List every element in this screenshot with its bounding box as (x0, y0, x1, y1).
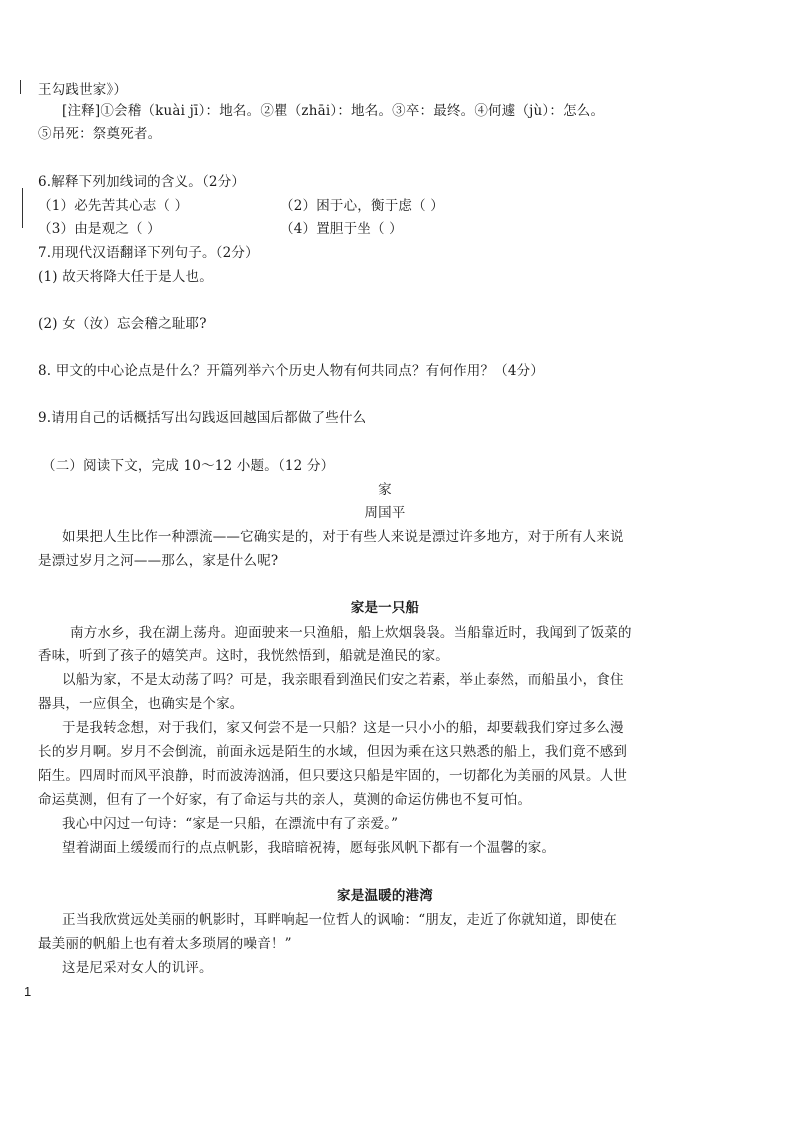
paragraph-line: 正当我欣赏远处美丽的帆影时，耳畔响起一位哲人的讽喻：“朋友，走近了你就知道，即使在 (62, 912, 618, 928)
question-7-stem: 7.用现代汉语翻译下列句子。（2分） (38, 245, 259, 261)
paragraph-line: 如果把人生比作一种漂流——它确实是的，对于有些人来说是漂过许多地方，对于所有人来说 (62, 529, 624, 545)
question-6-item: （2）困于心，衡于虑（ ） (280, 198, 444, 214)
paragraph-line: 长的岁月啊。岁月不会倒流，前面永远是陌生的水域，但因为乘在这只熟悉的船上，我们竟不感到 (38, 744, 628, 760)
paragraph-line: 最美丽的帆船上也有着太多琐屑的噪音！” (38, 936, 292, 952)
paragraph-line: 陌生。四周时而风平浪静，时而波涛汹涌，但只要这只船是牢固的，一切都化为美丽的风景。人世 (38, 768, 628, 784)
paragraph-line: 于是我转念想，对于我们，家又何尝不是一只船？这是一只小小的船，却要载我们穿过多么漫 (62, 720, 624, 736)
paragraph-line: 是漂过岁月之河——那么，家是什么呢? (38, 553, 279, 569)
article-subheading: 家是温暖的港湾 (337, 888, 433, 904)
notes-line: [注释]①会稽（kuài jī）：地名。②瞿（zhāi）：地名。③卒：最终。④何遽（jù）：怎么。 (62, 103, 605, 119)
paragraph-line: 我心中闪过一句诗：“家是一只船，在漂流中有了亲爱。” (62, 816, 399, 832)
margin-mark (22, 188, 23, 228)
paragraph-line: 香味，听到了孩子的嬉笑声。这时，我恍然悟到，船就是渔民的家。 (38, 648, 449, 664)
paragraph-line: 望着湖面上缓缓而行的点点帆影，我暗暗祝祷，愿每张风帆下都有一个温馨的家。 (62, 840, 556, 856)
paragraph-line: 命运莫测，但有了一个好家，有了命运与共的亲人，莫测的命运仿佛也不复可怕。 (38, 792, 532, 808)
section-heading: （二）阅读下文，完成 10～12 小题。（12 分） (42, 458, 335, 474)
question-6-item: （1）必先苦其心志（ ） (38, 198, 189, 214)
paragraph-line: 这是尼采对女人的讥评。 (62, 960, 213, 976)
question-7-item: (2) 女（汝）忘会稽之耻耶? (38, 316, 207, 332)
margin-mark (20, 80, 21, 94)
notes-line: ⑤吊死：祭奠死者。 (38, 126, 162, 142)
source-line: 王勾践世家》） (38, 82, 128, 98)
question-7-item: (1) 故天将降大任于是人也。 (38, 269, 213, 285)
paragraph-line: 南方水乡，我在湖上荡舟。迎面驶来一只渔船，船上炊烟袅袅。当船靠近时，我闻到了饭菜的 (70, 625, 632, 641)
paragraph-line: 器具，一应俱全，也确实是个家。 (38, 696, 244, 712)
question-6-item: （3）由是观之（ ） (38, 221, 161, 237)
question-6-stem: 6.解释下列加线词的含义。（2分） (38, 174, 246, 190)
article-title: 家 (378, 482, 392, 498)
article-author: 周国平 (364, 505, 406, 521)
page-number: 1 (24, 984, 32, 999)
article-subheading: 家是一只船 (350, 600, 420, 616)
question-8: 8. 甲文的中心论点是什么？开篇列举六个历史人物有何共同点？有何作用？（4分） (38, 363, 545, 379)
question-6-item: （4）置胆于坐（ ） (280, 221, 403, 237)
paragraph-line: 以船为家，不是太动荡了吗？可是，我亲眼看到渔民们安之若素，举止泰然，而船虽小，食住 (62, 672, 624, 688)
question-9: 9.请用自己的话概括写出勾践返回越国后都做了些什么 (38, 410, 367, 426)
